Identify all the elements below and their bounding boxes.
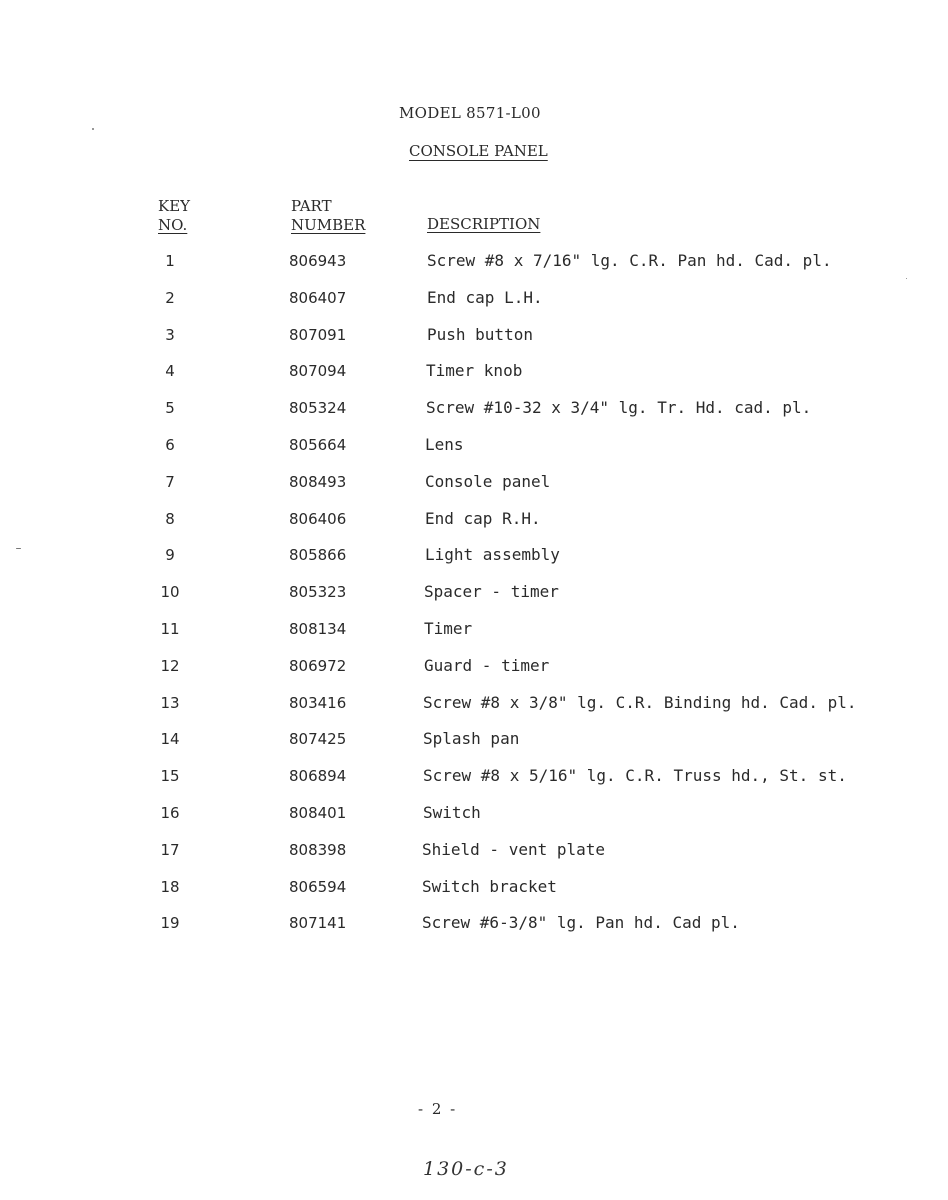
part-description: Lens	[425, 435, 464, 454]
part-number: 805866	[289, 546, 347, 564]
page-number: - 2 -	[418, 1100, 458, 1118]
scan-speck	[92, 128, 94, 130]
key-number: 5	[165, 399, 175, 417]
key-number: 3	[165, 326, 175, 344]
part-description: Screw #8 x 3/8" lg. C.R. Binding hd. Cad. pl.	[423, 693, 857, 712]
part-number: 808398	[289, 841, 347, 859]
part-description: Screw #10-32 x 3/4" lg. Tr. Hd. cad. pl.	[426, 398, 812, 417]
part-number: 806594	[289, 878, 347, 896]
key-number: 8	[165, 510, 175, 528]
part-description: Spacer - timer	[424, 582, 559, 601]
part-number: 806894	[289, 767, 347, 785]
scan-speck	[906, 278, 907, 279]
key-number: 6	[165, 436, 175, 454]
part-number: 808134	[289, 620, 347, 638]
part-header-line2: NUMBER	[291, 216, 366, 234]
key-number: 15	[160, 767, 180, 785]
key-number: 1	[165, 252, 175, 270]
part-number: 803416	[289, 694, 347, 712]
part-description: Switch	[423, 803, 481, 822]
key-number: 18	[160, 878, 180, 896]
part-description: Switch bracket	[422, 877, 557, 896]
part-number: 805324	[289, 399, 347, 417]
part-number-header	[291, 197, 365, 235]
part-header-line1: PART	[291, 197, 332, 215]
part-description: Screw #8 x 5/16" lg. C.R. Truss hd., St. st.	[423, 766, 847, 785]
part-description: Console panel	[425, 472, 551, 491]
part-number: 807094	[289, 362, 347, 380]
part-number: 808401	[289, 804, 347, 822]
model-title: MODEL 8571-L00	[399, 104, 541, 122]
key-number: 14	[160, 730, 180, 748]
key-number: 12	[160, 657, 180, 675]
section-title: CONSOLE PANEL	[409, 142, 548, 160]
part-description: Guard - timer	[424, 656, 550, 675]
key-number: 19	[160, 914, 180, 932]
key-no-header	[158, 197, 190, 235]
part-number: 805664	[289, 436, 347, 454]
key-number: 11	[160, 620, 180, 638]
part-number: 807091	[289, 326, 347, 344]
handwritten-note: 130-c-3	[423, 1158, 509, 1180]
part-description: Splash pan	[423, 729, 520, 748]
part-number: 806406	[289, 510, 347, 528]
part-description: Screw #6-3/8" lg. Pan hd. Cad pl.	[422, 913, 740, 932]
part-description: Shield - vent plate	[422, 840, 606, 859]
part-description: End cap R.H.	[425, 509, 541, 528]
part-description: Light assembly	[425, 545, 560, 564]
part-number: 808493	[289, 473, 347, 491]
part-number: 805323	[289, 583, 347, 601]
key-number: 17	[160, 841, 180, 859]
key-number: 16	[160, 804, 180, 822]
part-number: 806972	[289, 657, 347, 675]
part-number: 807141	[289, 914, 347, 932]
key-number: 9	[165, 546, 175, 564]
part-number: 806407	[289, 289, 347, 307]
key-number: 10	[160, 583, 180, 601]
part-description: Screw #8 x 7/16" lg. C.R. Pan hd. Cad. pl.	[427, 251, 832, 270]
part-description: End cap L.H.	[427, 288, 543, 307]
key-number: 13	[160, 694, 180, 712]
part-number: 807425	[289, 730, 347, 748]
key-number: 7	[165, 473, 175, 491]
description-header: DESCRIPTION	[427, 215, 541, 233]
part-description: Push button	[427, 325, 533, 344]
scan-speck	[16, 548, 21, 549]
part-number: 806943	[289, 252, 347, 270]
key-number: 4	[165, 362, 175, 380]
part-description: Timer	[424, 619, 473, 638]
key-header-line2: NO.	[158, 216, 188, 234]
part-description: Timer knob	[426, 361, 523, 380]
key-number: 2	[165, 289, 175, 307]
key-header-line1: KEY	[158, 197, 191, 215]
